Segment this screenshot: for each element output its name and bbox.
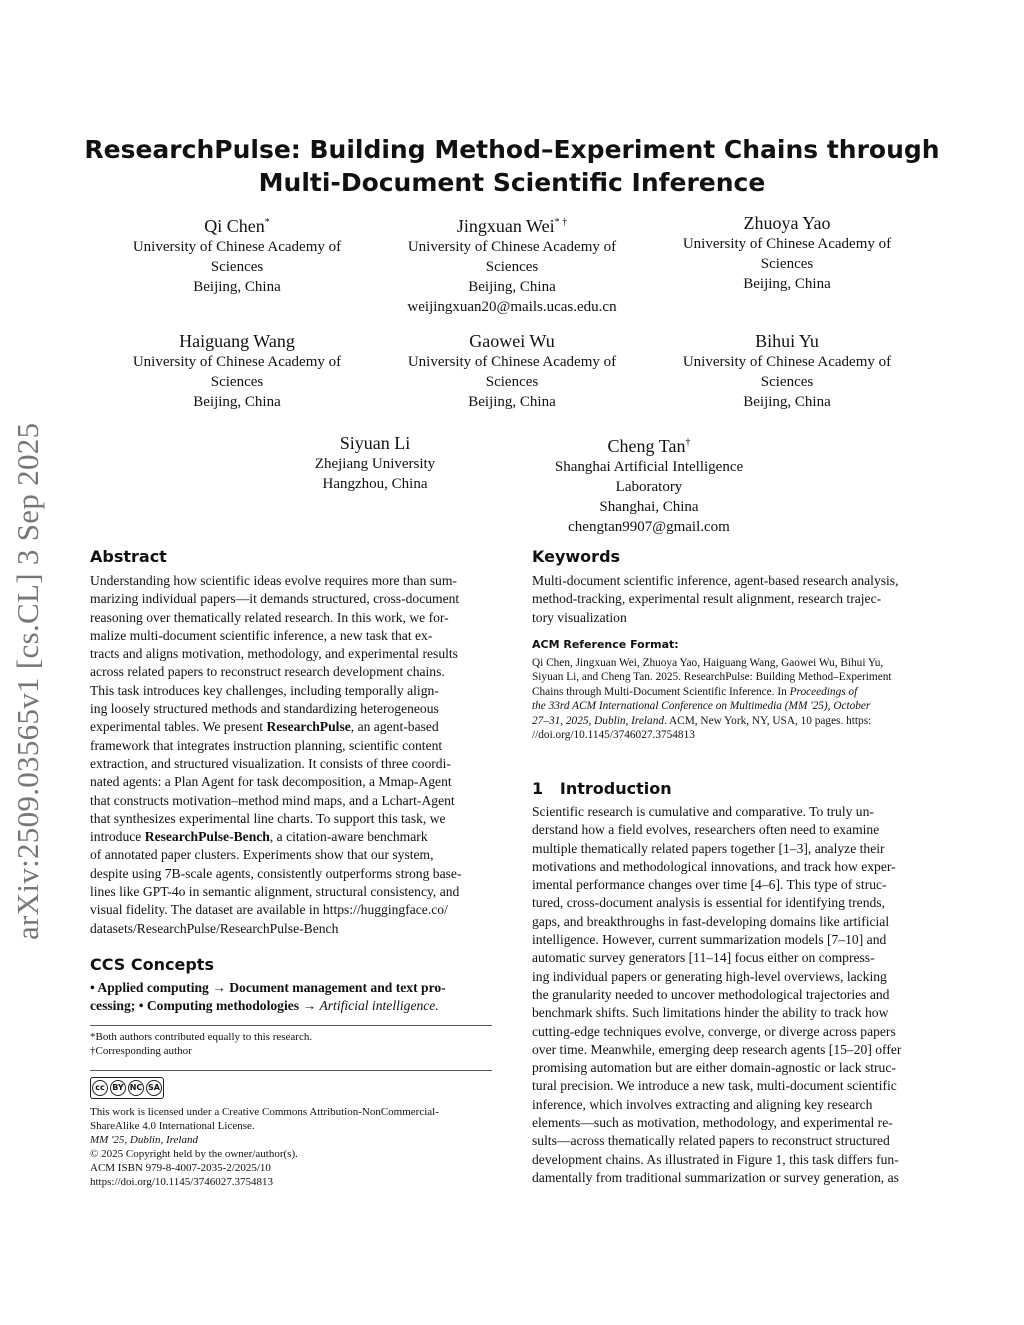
keywords-heading: Keywords [532, 547, 621, 566]
acm-ref-doi-link[interactable]: //doi.org/10.1145/3746027.3754813 [532, 729, 695, 741]
paper-title [60, 133, 964, 199]
intro-line: cutting-edge techniques evolve, converge, or diverge across papers [532, 1023, 896, 1039]
abstract-line: Understanding how scientific ideas evolve requires more than sum- [90, 573, 457, 588]
abstract-line: ing loosely structured methods and standardizing heterogeneous [90, 701, 439, 717]
author-city: Beijing, China [193, 279, 281, 295]
section-title: Introduction [559, 779, 672, 798]
author-city: Shanghai, China [599, 499, 699, 515]
intro-line: derstand how a field evolves, researchers often need to examine [532, 822, 880, 838]
abstract-line: tracts and aligns motivation, methodology, and experimental results [90, 646, 458, 662]
author-block [377, 212, 647, 317]
author-affiliation: University of Chinese Academy of [407, 239, 617, 255]
intro-line: automatic survey generators [11–14] focus either on compress- [532, 950, 875, 966]
author-block [652, 330, 922, 412]
abstract-line: extraction, and structured visualization. It consists of three coordi- [90, 755, 451, 771]
ccs-heading: CCS Concepts [90, 955, 214, 974]
acm-ref-line: Qi Chen, Jingxuan Wei, Zhuoya Yao, Haiguang Wang, Gaowei Wu, Bihui Yu, [532, 656, 884, 669]
abstract-line: lines like GPT-4o in semantic alignment, structural consistency, and [90, 884, 460, 900]
title-line-2: Multi-Document Scientific Inference [258, 168, 766, 197]
keywords-line: tory visualization [532, 609, 627, 625]
sa-icon: SA [146, 1080, 162, 1096]
abstract-text [90, 572, 492, 938]
abstract-line: nated agents: a Plan Agent for task decomposition, a Mmap-Agent [90, 774, 452, 790]
intro-line: over time. Meanwhile, emerging deep research agents [15–20] offer [532, 1041, 902, 1057]
footnote-rule [90, 1025, 492, 1026]
author-name: Zhuoya Yao [743, 213, 831, 233]
abstract-line: across related papers to reconstruct research development chains. [90, 664, 445, 680]
intro-line: benchmark shifts. Such limitations hinder the ability to track how [532, 1005, 889, 1021]
author-block [652, 212, 922, 294]
footnotes [90, 1030, 492, 1058]
author-name: Haiguang Wang [179, 331, 295, 351]
acm-ref-line: Siyuan Li, and Cheng Tan. 2025. ResearchPulse: Building Method–Experiment [532, 671, 892, 683]
abstract-line: that synthesizes experimental line charts. To support this task, we [90, 810, 446, 826]
author-name: Cheng Tan [607, 436, 686, 456]
author-block [102, 212, 372, 297]
intro-heading [532, 779, 672, 798]
author-email[interactable]: chengtan9907@gmail.com [568, 519, 730, 535]
intro-line: damentally from traditional summarization or survey generation, as [532, 1169, 899, 1185]
author-affiliation: Zhejiang University [314, 456, 436, 472]
author-affiliation: University of Chinese Academy of [132, 354, 342, 370]
author-affiliation: Sciences [485, 374, 539, 390]
abstract-line: visual fidelity. The dataset are available in https://huggingface.co/ [90, 902, 448, 918]
author-affiliation: Sciences [760, 374, 814, 390]
keywords-text [532, 572, 936, 627]
author-block [240, 432, 510, 494]
author-affiliation: Shanghai Artificial Intelligence [554, 459, 744, 475]
abstract-line: reasoning over thematically related research. In this work, we for- [90, 609, 449, 625]
abstract-line: malize multi-document scientific inference, a new task that ex- [90, 627, 433, 643]
benchmark-name: ResearchPulse-Bench [144, 829, 270, 845]
intro-line: tural precision. We introduce a new task, multi-document scientific [532, 1078, 897, 1094]
author-city: Beijing, China [743, 394, 831, 410]
author-affiliation: University of Chinese Academy of [132, 239, 342, 255]
cc-icon: cc [92, 1080, 108, 1096]
author-name: Qi Chen [204, 216, 265, 236]
intro-line: elements—such as motivation, methodology, and experimental re- [532, 1115, 893, 1131]
intro-line: motivations and methodological innovations, and track how exper- [532, 858, 896, 874]
acm-ref-line: the 33rd ACM International Conference on Multimedia (MM '25), October [532, 700, 871, 712]
license-doi-link[interactable]: https://doi.org/10.1145/3746027.3754813 [90, 1176, 274, 1188]
author-city: Beijing, China [468, 394, 556, 410]
author-mark: † [685, 437, 691, 448]
license-rule [90, 1070, 492, 1071]
creative-commons-badge[interactable] [90, 1077, 164, 1099]
abstract-line: experimental tables. We present ResearchPulse, an agent-based [90, 719, 439, 735]
intro-line: promising automation but are either domain-agnostic or lack struc- [532, 1060, 896, 1076]
section-number: 1 [532, 779, 544, 798]
intro-text [532, 803, 936, 1187]
license-isbn: ACM ISBN 979-8-4007-2035-2/2025/10 [90, 1162, 271, 1174]
author-email[interactable]: weijingxuan20@mails.ucas.edu.cn [407, 299, 617, 315]
intro-line: the granularity needed to uncover methodological trajectories and [532, 986, 890, 1002]
author-mark: * † [554, 217, 568, 228]
intro-line: imental performance changes over time [4–6]. This type of struc- [532, 877, 887, 893]
license-line: This work is licensed under a Creative Commons Attribution-NonCommercial- [90, 1106, 439, 1118]
author-block [514, 432, 784, 537]
license-venue: MM '25, Dublin, Ireland [90, 1134, 198, 1146]
acm-ref-line: 27–31, 2025, Dublin, Ireland. ACM, New York, NY, USA, 10 pages. https: [532, 714, 872, 727]
author-name: Jingxuan Wei [456, 216, 555, 236]
footnote-equal-contribution: *Both authors contributed equally to this research. [90, 1031, 313, 1043]
abstract-line: This task introduces key challenges, including temporally align- [90, 682, 439, 698]
nc-icon: NC [128, 1080, 144, 1096]
footnote-corresponding: †Corresponding author [90, 1045, 192, 1057]
intro-line: multiple thematically related papers together [1–3], analyze their [532, 840, 885, 856]
intro-line: intelligence. However, current summarization models [7–10] and [532, 932, 887, 948]
author-city: Beijing, China [468, 279, 556, 295]
acm-ref-line: Chains through Multi-Document Scientific Inference. In Proceedings of [532, 685, 858, 698]
author-affiliation: Sciences [210, 374, 264, 390]
abstract-line: datasets/ResearchPulse/ResearchPulse-Bench [90, 920, 339, 936]
license-text [90, 1105, 492, 1189]
arxiv-stamp: arXiv:2509.03565v1 [cs.CL] 3 Sep 2025 [10, 422, 45, 940]
author-block [102, 330, 372, 412]
author-affiliation: Sciences [210, 259, 264, 275]
intro-line: Scientific research is cumulative and comparative. To truly un- [532, 804, 874, 819]
acm-reference [532, 638, 936, 743]
author-block [377, 330, 647, 412]
keywords-line: method-tracking, experimental result alignment, research trajec- [532, 591, 882, 607]
title-line-1: ResearchPulse: Building Method–Experiment Chains through [84, 135, 940, 164]
system-name: ResearchPulse [266, 719, 351, 735]
abstract-line: introduce ResearchPulse-Bench, a citation-aware benchmark [90, 829, 428, 845]
abstract-line: despite using 7B-scale agents, consistently outperforms strong base- [90, 865, 462, 881]
intro-line: ing individual papers or generating high-level overviews, lacking [532, 968, 887, 984]
author-mark: * [264, 217, 270, 228]
by-icon: BY [110, 1080, 126, 1096]
abstract-heading: Abstract [90, 547, 167, 566]
author-city: Beijing, China [743, 276, 831, 292]
author-affiliation: University of Chinese Academy of [682, 236, 892, 252]
abstract-line: framework that integrates instruction planning, scientific content [90, 737, 443, 753]
author-name: Gaowei Wu [469, 331, 555, 351]
author-affiliation: Sciences [760, 256, 814, 272]
abstract-line: that constructs motivation–method mind maps, and a Lchart-Agent [90, 792, 455, 808]
author-affiliation: Laboratory [615, 479, 683, 495]
license-copyright: © 2025 Copyright held by the owner/author(s). [90, 1148, 298, 1160]
author-city: Beijing, China [193, 394, 281, 410]
abstract-line: marizing individual papers—it demands structured, cross-document [90, 591, 460, 607]
ccs-text: • Applied computing → Document management and text pro- cessing; • Computing methodologies → Artificial intelligence. [90, 980, 446, 1014]
keywords-line: Multi-document scientific inference, agent-based research analysis, [532, 573, 899, 588]
intro-line: sults—across thematically related papers to reconstruct structured [532, 1133, 890, 1149]
author-affiliation: University of Chinese Academy of [407, 354, 617, 370]
intro-line: development chains. As illustrated in Figure 1, this task differs fun- [532, 1151, 899, 1167]
author-city: Hangzhou, China [322, 476, 428, 492]
author-name: Siyuan Li [339, 433, 411, 453]
intro-line: inference, which involves extracting and aligning key research [532, 1096, 873, 1112]
author-affiliation: Sciences [485, 259, 539, 275]
abstract-line: of annotated paper clusters. Experiments show that our system, [90, 847, 434, 863]
license-line: ShareAlike 4.0 International License. [90, 1120, 255, 1132]
author-name: Bihui Yu [755, 331, 819, 351]
author-affiliation: University of Chinese Academy of [682, 354, 892, 370]
acm-reference-heading: ACM Reference Format: [532, 638, 679, 651]
intro-line: tured, cross-document analysis is essential for identifying trends, [532, 895, 885, 911]
intro-line: gaps, and breakthroughs in fast-developing domains like artificial [532, 913, 890, 929]
